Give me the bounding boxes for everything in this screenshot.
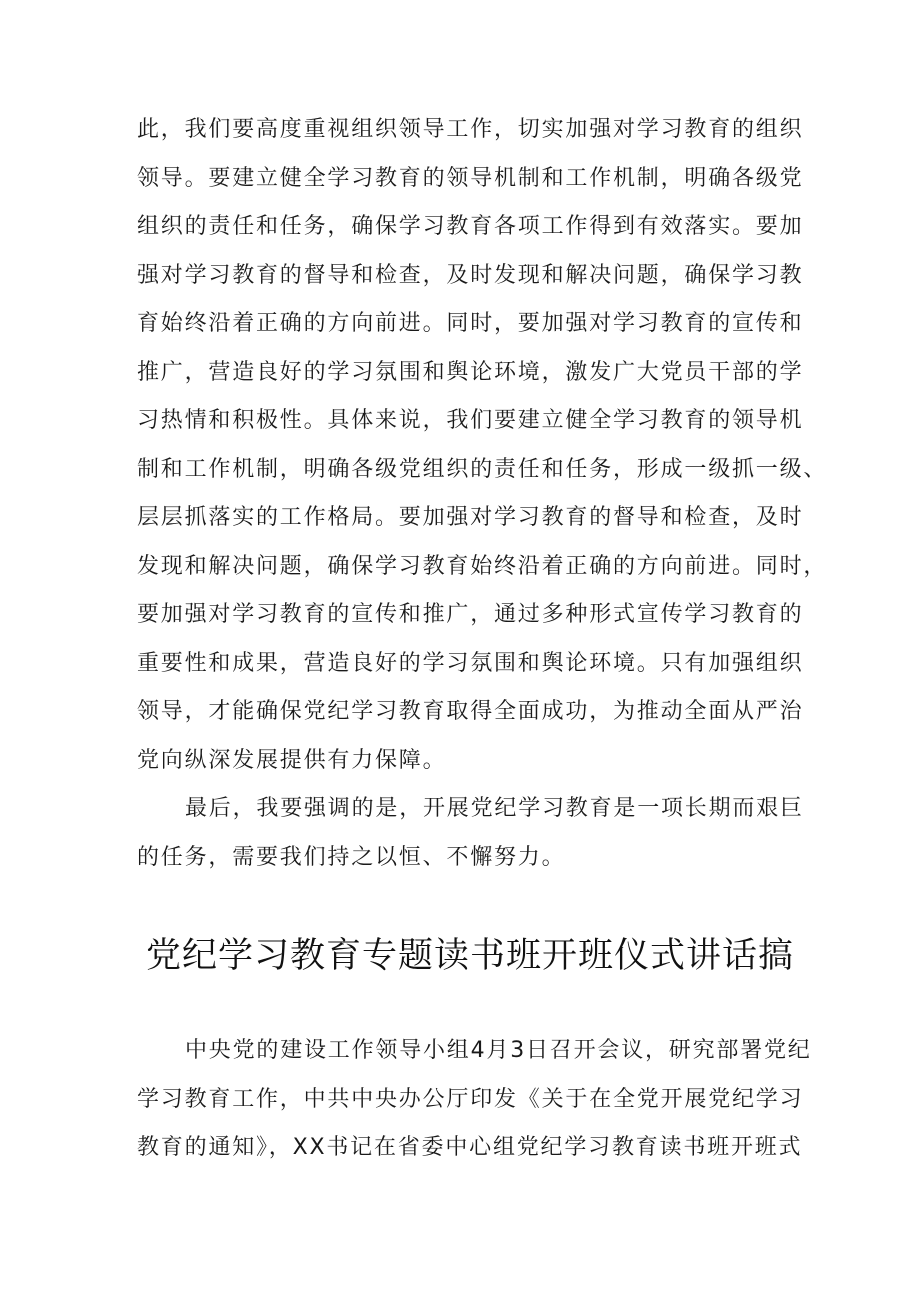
text-line: 层层抓落实的工作格局。要加强对学习教育的督导和检查，及时 [137, 505, 804, 530]
text-line: 中央党的建设工作领导小组4月3日召开会议，研究部署党纪 [185, 1038, 812, 1063]
text-line: 育始终沿着正确的方向前进。同时，要加强对学习教育的宣传和 [137, 311, 804, 336]
text-line: 领导，才能确保党纪学习教育取得全面成功，为推动全面从严治 [137, 699, 804, 724]
text-line: 党向纵深发展提供有力保障。 [137, 747, 447, 773]
body-text-bottom [137, 1027, 812, 1173]
text-line: 此，我们要高度重视组织领导工作，切实加强对学习教育的组织 [137, 117, 804, 142]
text-line: 制和工作机制，明确各级党组织的责任和任务，形成一级抓一级、 [137, 456, 828, 482]
text-line: 的任务，需要我们持之以恒、不懈努力。 [137, 844, 566, 870]
text-line: 发现和解决问题，确保学习教育始终沿着正确的方向前进。同时， [137, 553, 828, 579]
text-line: 最后，我要强调的是，开展党纪学习教育是一项长期而艰巨 [185, 796, 804, 821]
section-heading: 党纪学习教育专题读书班开班仪式讲话搞 [146, 936, 795, 976]
text-line: 重要性和成果，营造良好的学习氛围和舆论环境。只有加强组织 [137, 650, 804, 676]
text-line: 领导。要建立健全学习教育的领导机制和工作机制，明确各级党 [137, 165, 804, 191]
text-line: 要加强对学习教育的宣传和推广，通过多种形式宣传学习教育的 [137, 602, 804, 627]
text-line: 习热情和积极性。具体来说，我们要建立健全学习教育的领导机 [137, 408, 804, 433]
text-line: 学习教育工作，中共中央办公厅印发《关于在全党开展党纪学习 [137, 1086, 804, 1112]
text-line: 强对学习教育的督导和检查，及时发现和解决问题，确保学习教 [137, 262, 804, 288]
text-line: 推广，营造良好的学习氛围和舆论环境，激发广大党员干部的学 [137, 359, 804, 385]
text-line: 组织的责任和任务，确保学习教育各项工作得到有效落实。要加 [137, 214, 804, 239]
text-line: 教育的通知》，XX书记在省委中心组党纪学习教育读书班开班式 [137, 1135, 803, 1160]
body-text-top [137, 106, 828, 882]
